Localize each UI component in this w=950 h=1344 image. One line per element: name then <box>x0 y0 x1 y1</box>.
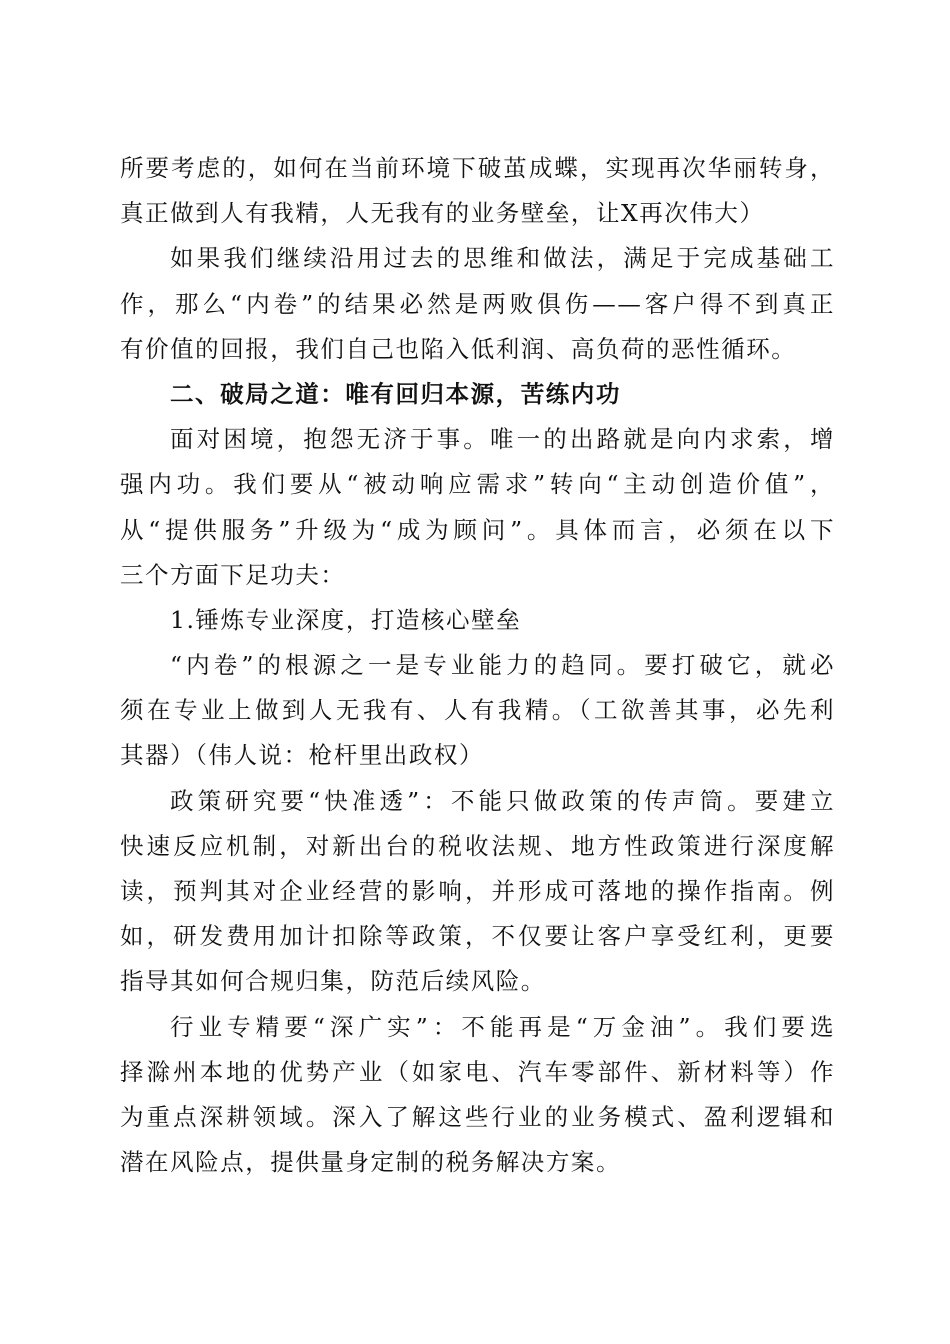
paragraph-start: 面对困境，抱怨无济于事。唯一的出路就是向内求索，增 <box>170 425 835 454</box>
text-line: 快速反应机制，对新出台的税收法规、地方性政策进行深度解 <box>120 831 835 860</box>
text-line: 强内功。我们要从“被动响应需求”转向“主动创造价值”， <box>120 470 835 499</box>
text-line: 读，预判其对企业经营的影响，并形成可落地的操作指南。例 <box>120 877 835 905</box>
paragraph-start: “内卷”的根源之一是专业能力的趋同。要打破它，就必 <box>170 651 835 680</box>
text-line: 须在专业上做到人无我有、人有我精。（工欲善其事，必先利 <box>120 696 835 725</box>
paragraph-start: 政策研究要“快准透”：不能只做政策的传声筒。要建立 <box>170 786 835 815</box>
text-line: 三个方面下足功夫： <box>120 560 346 589</box>
text-line: 所要考虑的，如何在当前环境下破茧成蝶，实现再次华丽转身， <box>120 154 835 182</box>
text-line: 指导其如何合规归集，防范后续风险。 <box>120 967 546 996</box>
text-line: 潜在风险点，提供量身定制的税务解决方案。 <box>120 1148 621 1177</box>
section-heading: 二、破局之道：唯有回归本源，苦练内功 <box>170 379 621 408</box>
paragraph-start: 如果我们继续沿用过去的思维和做法，满足于完成基础工 <box>170 244 835 273</box>
text-line: 其器）（伟人说：枪杆里出政权） <box>120 741 484 770</box>
subsection-heading: 1.锤炼专业深度，打造核心壁垒 <box>170 605 522 634</box>
text-line: 择滁州本地的优势产业（如家电、汽车零部件、新材料等）作 <box>120 1057 835 1086</box>
text-line: 为重点深耕领域。深入了解这些行业的业务模式、盈利逻辑和 <box>120 1102 835 1131</box>
document-body <box>120 146 835 1185</box>
text-line: 如，研发费用加计扣除等政策，不仅要让客户享受红利，更要 <box>120 922 835 951</box>
text-line: 有价值的回报，我们自己也陷入低利润、高负荷的恶性循环。 <box>120 334 797 363</box>
text-line: 作，那么“内卷”的结果必然是两败俱伤——客户得不到真正 <box>120 289 835 318</box>
text-line: 从“提供服务”升级为“成为顾问”。具体而言，必须在以下 <box>120 515 835 544</box>
text-line: 真正做到人有我精，人无我有的业务壁垒，让X再次伟大） <box>120 199 765 228</box>
paragraph-start: 行业专精要“深广实”：不能再是“万金油”。我们要选 <box>170 1012 835 1041</box>
